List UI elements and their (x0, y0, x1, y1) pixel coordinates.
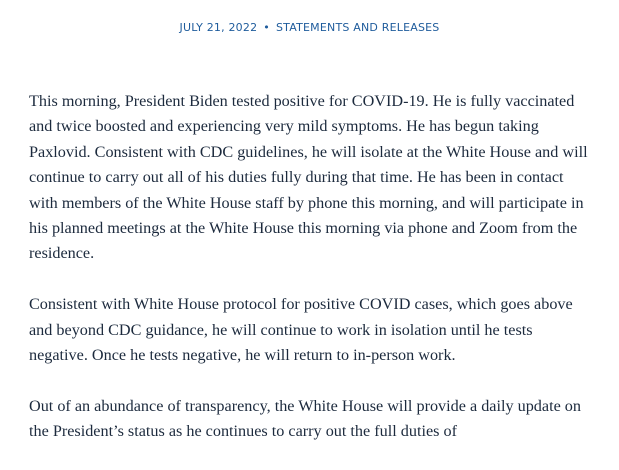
paragraph-1: This morning, President Biden tested positive for COVID-19. He is fully vaccinated and twice boosted and experiencing very mild symptoms. He has begun taking Paxlovid. Consistent with CDC guidelines, he will isolate at the White House and will continue to carry out all of his duties fully during that time. He has been in contact with members of the White House staff by phone this morning, and will participate in his planned meetings at the White House this morning via phone and Zoom from the residence. (29, 92, 588, 263)
paragraph-3: Out of an abundance of transparency, the White House will provide a daily update on the President’s status as he continues to carry out the full duties of (29, 396, 581, 441)
article-body (29, 89, 589, 470)
meta-separator: • (263, 21, 270, 34)
category-link[interactable]: STATEMENTS AND RELEASES (275, 21, 440, 34)
post-meta (0, 21, 619, 34)
post-date: JULY 21, 2022 (179, 21, 258, 34)
paragraph-2: Consistent with White House protocol for positive COVID cases, which goes above and beyond CDC guidance, he will continue to work in isolation until he tests negative. Once he tests negative, he will return to in-person work. (29, 295, 573, 365)
